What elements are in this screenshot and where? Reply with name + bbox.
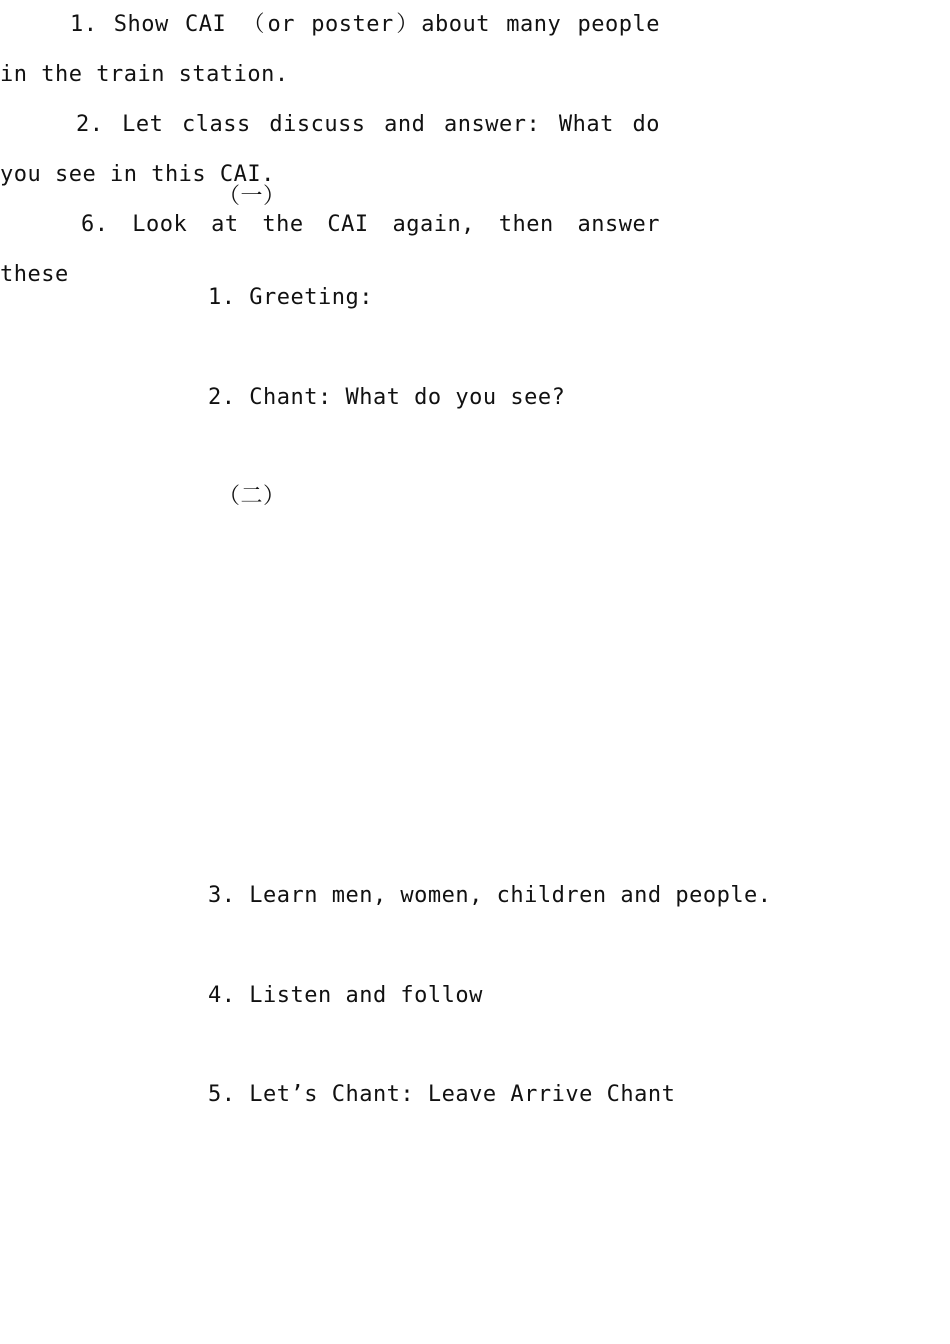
list-item: 4. Listen and follow	[208, 983, 483, 1008]
list-item: 5. Let’s Chant: Leave Arrive Chant	[208, 1082, 676, 1107]
list-item: 1. Show CAI （or poster）about many people in the train station.	[0, 12, 660, 87]
section-two-heading: （二）	[218, 484, 286, 509]
list-item: 2. Chant: What do you see?	[208, 385, 566, 410]
list-item: 6. Look at the CAI again, then answer these	[0, 212, 660, 287]
list-item: 1. Greeting:	[208, 285, 373, 310]
list-item: 3. Learn men, women, children and people.	[208, 883, 772, 908]
section-one-heading: （一）	[218, 184, 286, 209]
list-item: 2. Let class discuss and answer: What do you see in this CAI.	[0, 112, 660, 187]
